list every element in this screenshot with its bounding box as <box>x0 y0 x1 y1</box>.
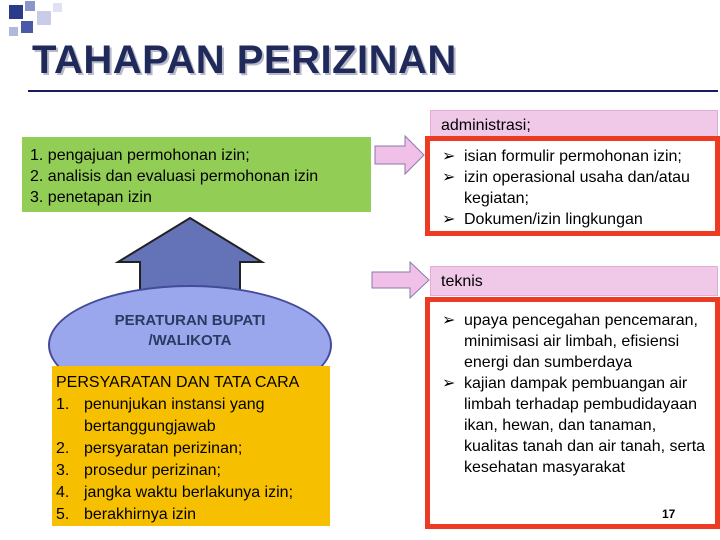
list-item: ➢ upaya pencegahan pencemaran, minimisasi air limbah, efisiensi energi dan sumberdaya <box>442 312 698 371</box>
list-item: 4. jangka waktu berlakunya izin; <box>56 484 294 501</box>
list-item: ➢ isian formulir permohonan izin; <box>442 148 682 165</box>
list-item: ➢ kajian dampak pembuangan air limbah terhadap pembudidayaan ikan, hewan, dan tanaman, kualitas tanah dan air tanah, serta kesehatan masyarakat <box>442 375 706 476</box>
regulation-line: /WALIKOTA <box>148 332 232 349</box>
arrowhead-bullet-icon: ➢ <box>442 169 456 186</box>
page-title: TAHAPAN PERIZINAN <box>32 38 457 82</box>
teknis-box <box>425 297 720 529</box>
right-arrow-icon <box>375 136 424 174</box>
administrasi-label: administrasi; <box>430 110 718 140</box>
stage-item: 3. penetapan izin <box>30 189 152 206</box>
arrowhead-bullet-icon: ➢ <box>442 148 456 165</box>
administrasi-box <box>425 136 720 236</box>
arrowhead-bullet-icon: ➢ <box>442 312 456 329</box>
teknis-label: teknis <box>430 266 718 296</box>
requirements-heading: PERSYARATAN DAN TATA CARA <box>56 374 300 391</box>
stage-item: 2. analisis dan evaluasi permohonan izin <box>30 168 319 185</box>
list-item: ➢ izin operasional usaha dan/atau kegiatan; <box>442 169 690 207</box>
list-item: 3. prosedur perizinan; <box>56 462 221 479</box>
list-item: ➢ Dokumen/izin lingkungan <box>442 211 643 228</box>
list-item: 1. penunjukan instansi yang bertanggungjawab <box>56 396 265 435</box>
regulation-line: PERATURAN BUPATI <box>114 312 266 329</box>
requirements-box <box>52 366 330 526</box>
arrowhead-bullet-icon: ➢ <box>442 375 456 392</box>
stage-item: 1. pengajuan permohonan izin; <box>30 147 250 164</box>
right-arrow-icon <box>372 262 429 298</box>
page-number: 17 <box>662 507 676 521</box>
arrowhead-bullet-icon: ➢ <box>442 211 456 228</box>
list-item: 2. persyaratan perizinan; <box>56 440 243 457</box>
list-item: 5. berakhirnya izin <box>56 506 197 523</box>
